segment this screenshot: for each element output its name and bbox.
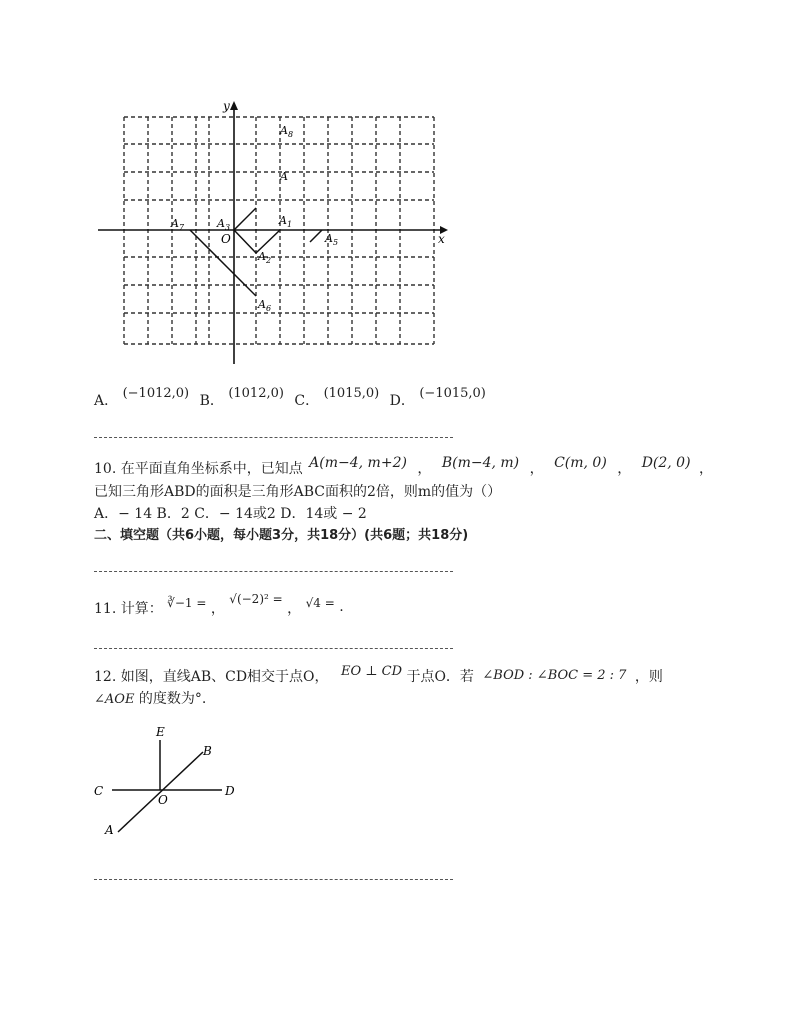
comma: ， xyxy=(529,461,544,477)
label-A8: $A_8$ xyxy=(280,124,294,139)
divider xyxy=(94,879,453,880)
point-d-expr: D(2, 0) xyxy=(641,455,691,471)
divider xyxy=(94,437,453,438)
q11 xyxy=(94,592,344,617)
label-A7: $A_7$ xyxy=(171,217,185,232)
point-c-expr: C(m, 0) xyxy=(554,455,607,471)
comma: ， xyxy=(417,461,432,477)
angle-aoe: ∠AOE xyxy=(94,692,135,707)
label-B: B xyxy=(203,744,212,758)
q9-options xyxy=(94,382,486,412)
label-A5: $A_5$ xyxy=(325,232,339,247)
q10-prefix: 10. 在平面直角坐标系中，已知点 xyxy=(94,461,303,477)
cube-root-expr: ∛−1 = xyxy=(167,596,207,610)
comma: ， xyxy=(699,461,714,477)
label-A: A xyxy=(105,823,114,837)
label-A6: $A_6$ xyxy=(258,298,272,313)
sqrt-four-expr: √4 = xyxy=(305,596,335,610)
divider xyxy=(94,648,453,649)
point-a-expr: A(m−4, m+2) xyxy=(309,455,407,471)
y-axis-arrow xyxy=(230,101,238,110)
q10-line2: 已知三角形ABD的面积是三角形ABC面积的2倍，则m的值为（） xyxy=(94,484,502,500)
q11-end: . xyxy=(339,599,344,615)
intersecting-lines-figure xyxy=(90,722,250,842)
section-heading: 二、填空题（共6小题，每小题3分，共18分）(共6题；共18分) xyxy=(94,528,469,543)
q12-mid: 于点O．若 xyxy=(406,669,474,685)
q12-end2: 的度数为°. xyxy=(138,691,207,707)
q11-sep: ， xyxy=(210,601,225,617)
option-d-prefix: D． xyxy=(389,393,415,409)
point-path xyxy=(190,208,322,296)
label-D: D xyxy=(225,784,235,798)
q12-end1: ，则 xyxy=(634,669,663,685)
label-E: E xyxy=(156,725,165,739)
label-O: O xyxy=(158,793,168,807)
q12-line1 xyxy=(94,660,663,685)
x-axis-label: x xyxy=(438,232,445,246)
origin-label: O xyxy=(221,232,231,246)
label-A3: $A_3$ xyxy=(217,217,231,232)
sqrt-square-expr: √(−2)² = xyxy=(229,592,283,606)
option-c-value: (1015,0) xyxy=(323,386,380,401)
option-b-prefix: B． xyxy=(199,393,224,409)
y-axis-label: y xyxy=(223,99,230,113)
q11-prefix: 11. 计算： xyxy=(94,601,163,617)
label-A2: $A_2$ xyxy=(258,250,272,265)
point-b-expr: B(m−4, m) xyxy=(441,455,520,471)
divider xyxy=(94,571,453,572)
q11-sep: ， xyxy=(287,601,302,617)
q12-line2 xyxy=(94,688,206,708)
option-c-prefix: C． xyxy=(294,393,320,409)
q12-prefix: 12. 如图，直线AB、CD相交于点O， xyxy=(94,669,329,685)
q10-line1 xyxy=(94,452,714,477)
option-a-value: (−1012,0) xyxy=(122,386,190,401)
q10-options: A．− 14 B．2 C．− 14或2 D．14或 − 2 xyxy=(94,506,367,522)
angle-ratio-condition: ∠BOD : ∠BOC = 2 : 7 xyxy=(482,668,627,683)
label-C: C xyxy=(94,784,104,798)
option-d-value: (−1015,0) xyxy=(419,386,486,401)
option-b-value: (1012,0) xyxy=(228,386,284,401)
coordinate-grid-figure xyxy=(90,96,455,368)
perpendicular-condition: EO ⊥ CD xyxy=(340,664,402,679)
option-a-prefix: A． xyxy=(94,393,119,409)
label-A: A xyxy=(280,170,288,183)
label-A1: $A_1$ xyxy=(279,214,293,229)
comma: ， xyxy=(617,461,632,477)
